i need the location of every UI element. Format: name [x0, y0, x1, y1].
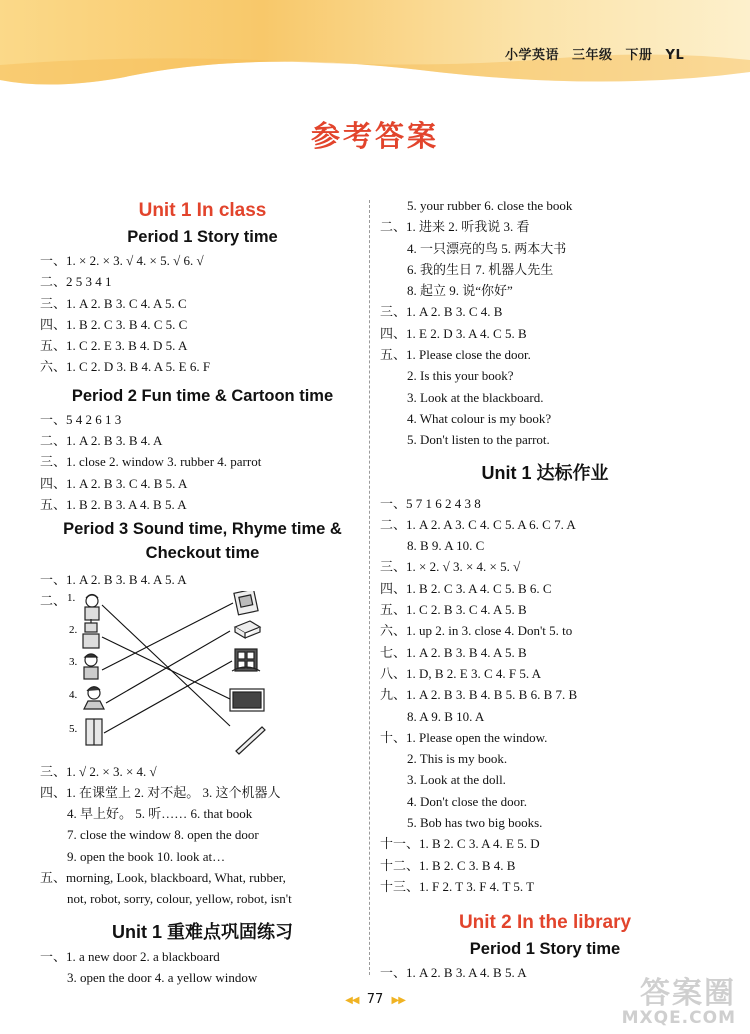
- answer-line: 8. 起立 9. 说“你好”: [407, 283, 513, 299]
- answer-line: 三、1. close 2. window 3. rubber 4. parrot: [40, 454, 262, 470]
- left-column: [40, 195, 365, 988]
- answer-line: 七、1. A 2. B 3. B 4. A 5. B: [380, 644, 527, 660]
- right-column: [380, 195, 710, 984]
- answer-line: 四、1. A 2. B 3. C 4. B 5. A: [40, 475, 188, 491]
- teacher-icon: [84, 686, 104, 708]
- answer-line: 四、1. E 2. D 3. A 4. C 5. B: [380, 325, 527, 341]
- answer-line: 一、1. A 2. B 3. A 4. B 5. A: [380, 965, 527, 981]
- prev-page-arrows-icon: ◀◀: [345, 995, 359, 1006]
- unit1-title: Unit 1 In class: [138, 200, 267, 221]
- answer-line: 一、5 4 2 6 1 3: [40, 411, 122, 427]
- window-icon: [232, 649, 260, 671]
- door-icon: [86, 719, 102, 745]
- ruler-icon: [236, 727, 265, 754]
- match-lines: [102, 603, 233, 733]
- answer-line: 4. 早上好。 5. 听…… 6. that book: [67, 806, 253, 822]
- answer-line: 一、1. × 2. × 3. √ 4. × 5. √ 6. √: [40, 253, 204, 268]
- answer-line: 八、1. D, B 2. E 3. C 4. F 5. A: [380, 665, 542, 681]
- answer-line: 三、1. A 2. B 3. C 4. B: [380, 304, 503, 320]
- column-divider: [369, 200, 370, 975]
- answer-line: 二、2 5 3 4 1: [40, 274, 112, 290]
- answer-line: 五、1. C 2. E 3. B 4. D 5. A: [40, 338, 188, 354]
- answer-line: 四、1. B 2. C 3. A 4. C 5. B 6. C: [380, 580, 552, 596]
- answer-line: 一、5 7 1 6 2 4 3 8: [380, 495, 481, 511]
- period2-title: Period 2 Fun time & Cartoon time: [71, 386, 334, 405]
- match-num-4: 4.: [69, 688, 78, 701]
- unit2-period1-title: Period 1 Story time: [469, 940, 621, 959]
- unit1-review-title: Unit 1 重难点巩固练习: [111, 921, 293, 942]
- book-icon: [234, 591, 258, 615]
- header-subject: 小学英语: [505, 48, 560, 63]
- period1-answers: [40, 250, 365, 378]
- answer-line: 三、1. √ 2. × 3. × 4. √: [40, 763, 157, 779]
- header-edition: YL: [665, 48, 685, 63]
- answer-line: 三、1. A 2. B 3. C 4. A 5. C: [40, 295, 187, 311]
- answer-line: 十一、1. B 2. C 3. A 4. E 5. D: [380, 836, 540, 852]
- girl-icon: [85, 594, 99, 620]
- header-volume: 下册: [625, 48, 653, 63]
- answer-line: 二、1. A 2. A 3. C 4. C 5. A 6. C 7. A: [380, 516, 576, 532]
- answer-line: 9. open the book 10. look at…: [67, 848, 226, 864]
- answer-line: 六、1. C 2. D 3. B 4. A 5. E 6. F: [40, 359, 211, 375]
- match-num-5: 5.: [69, 722, 78, 735]
- answer-line: 4. 一只漂亮的鸟 5. 两本大书: [407, 240, 567, 256]
- period2-answers: [40, 409, 365, 515]
- match-num-3: 3.: [69, 655, 78, 668]
- answer-line: not, robot, sorry, colour, yellow, robot, isn't: [67, 891, 292, 907]
- boy-icon: [84, 654, 98, 679]
- answer-line: 五、1. Please close the door.: [380, 347, 531, 363]
- answer-line: 一、1. a new door 2. a blackboard: [40, 948, 220, 964]
- answer-line: 二、1. A 2. B 3. B 4. A: [40, 433, 163, 449]
- answer-line: 3. Look at the blackboard.: [407, 389, 544, 405]
- matching-diagram: [40, 591, 290, 761]
- answer-line: 五、1. C 2. B 3. C 4. A 5. B: [380, 602, 527, 618]
- header-grade: 三年级: [572, 48, 613, 63]
- period1-title: Period 1 Story time: [127, 228, 278, 246]
- answer-line: 2. Is this your book?: [407, 368, 514, 384]
- answer-line: 8. B 9. A 10. C: [407, 538, 485, 554]
- match-num-2: 2.: [69, 623, 78, 636]
- answer-line: 8. A 9. B 10. A: [407, 708, 485, 724]
- answer-line: 2. This is my book.: [407, 751, 508, 767]
- answer-line: 四、1. B 2. C 3. B 4. C 5. C: [40, 316, 188, 332]
- answer-line: 十三、1. F 2. T 3. F 4. T 5. T: [380, 878, 535, 894]
- answer-line: 6. 我的生日 7. 机器人先生: [407, 261, 554, 277]
- answer-line: 五、1. B 2. B 3. A 4. B 5. A: [40, 496, 187, 512]
- book-header: [505, 44, 697, 63]
- matching-exercise: [40, 591, 290, 761]
- match-label: 二、: [40, 592, 67, 608]
- period3-title-line1: Period 3 Sound time, Rhyme time &: [63, 520, 342, 539]
- answer-line: 4. Don't close the door.: [407, 793, 528, 809]
- unit2-title: Unit 2 In the library: [458, 912, 632, 934]
- watermark: [622, 968, 736, 1028]
- answer-line: 4. What colour is my book?: [407, 410, 552, 426]
- answer-line: 四、1. 在课堂上 2. 对不起。 3. 这个机器人: [40, 784, 281, 800]
- answer-line: 7. close the window 8. open the door: [67, 827, 259, 843]
- eraser-icon: [235, 621, 260, 638]
- answer-line: 5. Bob has two big books.: [407, 815, 543, 831]
- answer-line: 三、1. × 2. √ 3. × 4. × 5. √: [380, 559, 521, 575]
- match-num-1: 1.: [67, 591, 76, 604]
- blackboard-icon: [230, 689, 264, 711]
- answer-line: 九、1. A 2. B 3. B 4. B 5. B 6. B 7. B: [380, 687, 578, 703]
- next-page-arrows-icon: ▶▶: [391, 995, 405, 1006]
- answer-line: 5. Don't listen to the parrot.: [407, 432, 550, 448]
- robot-icon: [83, 619, 99, 648]
- answer-line: 5. your rubber 6. close the book: [407, 198, 573, 213]
- page-number: 77: [366, 992, 384, 1007]
- answer-line: 十二、1. B 2. C 3. B 4. B: [380, 857, 516, 873]
- answer-line: 二、1. 进来 2. 听我说 3. 看: [380, 219, 530, 235]
- period3-title: [40, 517, 365, 565]
- page-title: 参考答案: [310, 119, 439, 153]
- unit1-test-title: Unit 1 达标作业: [481, 462, 609, 483]
- answer-line: 3. Look at the doll.: [407, 772, 506, 788]
- answer-line: 六、1. up 2. in 3. close 4. Don't 5. to: [380, 623, 573, 639]
- watermark-line2: MXQE.COM: [621, 1008, 736, 1028]
- answer-line: 十、1. Please open the window.: [380, 729, 548, 745]
- watermark-line1: 答案圈: [640, 976, 736, 1011]
- answer-line: 五、morning, Look, blackboard, What, rubber,: [40, 870, 286, 886]
- period3-title-line2: Checkout time: [145, 544, 260, 563]
- answer-line: 一、1. A 2. B 3. B 4. A 5. A: [40, 572, 187, 588]
- answer-line: 3. open the door 4. a yellow window: [67, 969, 258, 985]
